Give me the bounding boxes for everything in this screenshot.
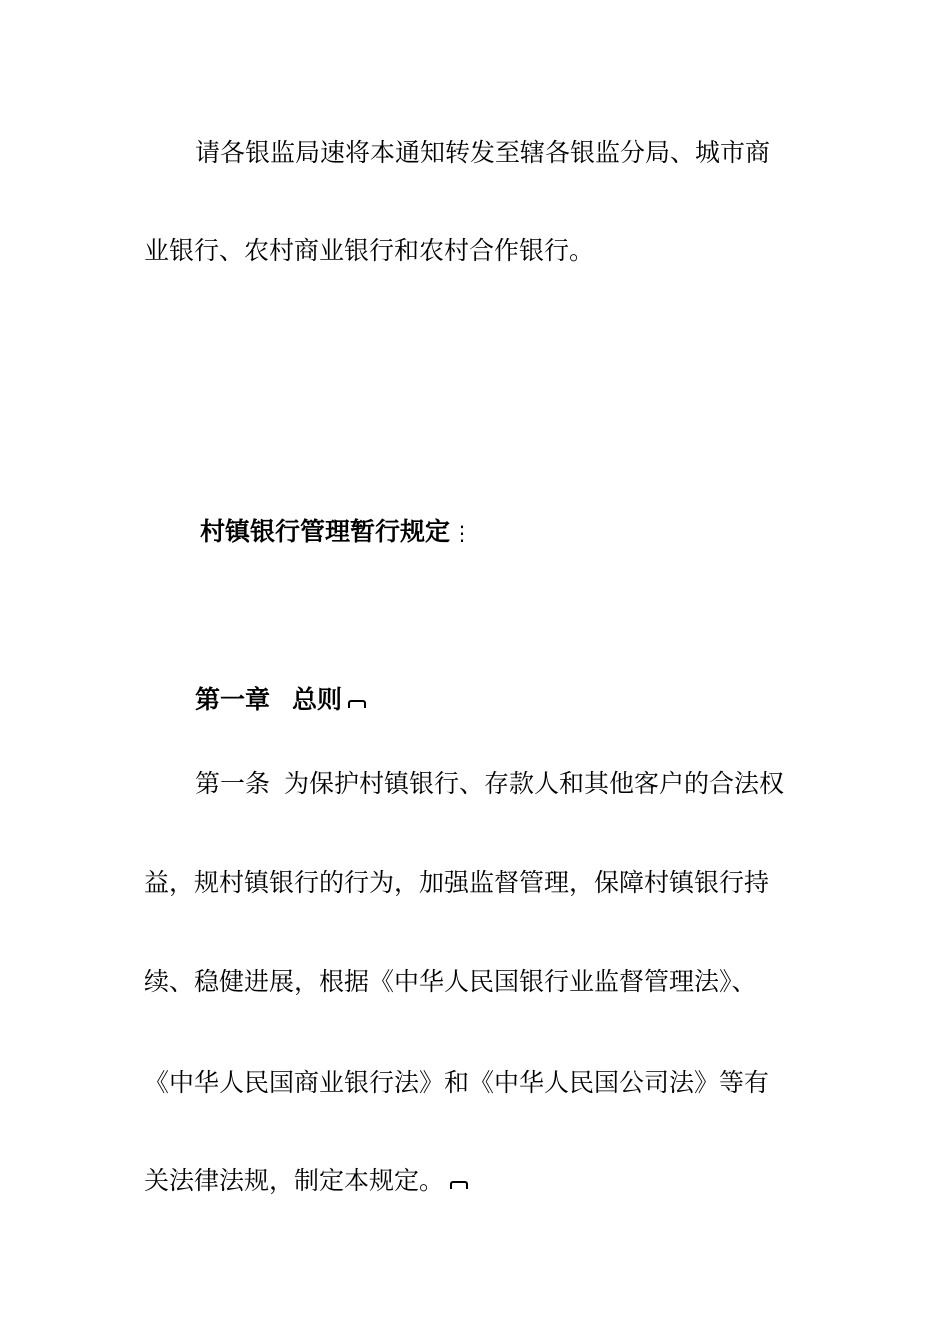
- article-1-text-1: 为保护村镇银行、存款人和其他客户的合法权: [284, 769, 785, 798]
- document-title: [200, 515, 870, 550]
- chapter-heading: [195, 683, 865, 717]
- article-1-line-3: 续、稳健进展，根据《中华人民国银行业监督管理法》、: [144, 967, 757, 996]
- document-title-text: 村镇银行管理暂行规定: [200, 517, 451, 546]
- intro-paragraph-line-1: 请各银监局速将本通知转发至辖各银监分局、城市商: [195, 138, 771, 167]
- article-1-line-1: [195, 767, 865, 801]
- article-1-line-2: 益，规村镇银行的行为，加强监督管理，保障村镇银行持: [144, 868, 770, 897]
- paragraph-mark-icon: [450, 1181, 470, 1191]
- intro-paragraph-line-2: 业银行、农村商业银行和农村合作银行。: [144, 236, 595, 265]
- title-mark: ⋮: [452, 521, 473, 545]
- article-1-label: 第一条: [195, 769, 271, 798]
- paragraph-mark-icon: [348, 700, 368, 710]
- chapter-number: 第一章: [195, 685, 271, 714]
- article-1-line-5: [144, 1164, 814, 1198]
- article-1-line-4: 《中华人民国商业银行法》和《中华人民国公司法》等有: [144, 1068, 770, 1097]
- chapter-name: 总则: [292, 685, 343, 714]
- article-1-text-5: 关法律法规，制定本规定。: [144, 1166, 445, 1195]
